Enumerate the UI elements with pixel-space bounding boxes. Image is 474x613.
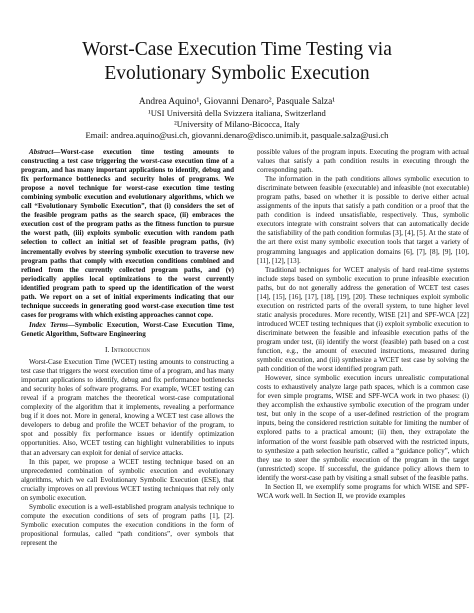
- left-column: [21, 148, 234, 548]
- section-heading-introduction: I. Introduction: [105, 344, 150, 354]
- index-terms-text: —Symbolic Execution, Worst-Case Execution Time, Genetic Algorithm, Software Engineering: [21, 320, 234, 338]
- paper-title: [20, 38, 454, 86]
- intro-paragraph-1: Worst-Case Execution Time (WCET) testing amounts to constructing a test case that triggers the worst execution time of a program, and has many important applications to identify, debug and fix performance bottlenecks and security holes of software programs. For example, WCET testing can reveal if a program matches the theoretical worst-case computational complexity of the algorithm that it implements, revealing a performance bug if it does not. More in general, knowing a WCET test case allows the developers to debug and profile the WCET behavior of the program, to spot and possibly fix performance issues or identify optimization opportunities. Also, WCET testing can highlight vulnerabilities to inputs that an adversary can exploit for denial of service attacks.: [21, 358, 234, 457]
- body-paragraph-path-conditions: The information in the path conditions allows symbolic execution to discriminate between feasible (executable) and infeasible (not executable) program paths, based on whether it is possible to derive either actual assignments of the inputs that satisfy a path condition or a proof that the path condition is indeed unsatisfiable, respectively. Thus, symbolic executors integrate with constraint solvers that can automatically decide the satisfiability of the path condition formulas [3], [4], [5]. At the state of the art there exist many symbolic execution tools that target a variety of programming languages and application domains [6], [7], [8], [9], [10], [11], [12], [13].: [257, 175, 469, 265]
- paper-title-line-2: Evolutionary Symbolic Execution: [104, 63, 370, 84]
- body-paragraph-traditional-techniques: Traditional techniques for WCET analysis of hard real-time systems include steps based on symbolic execution to prune infeasible execution paths, but do not generally address the generation of WCET test cases [14], [15], [16], [17], [18], [19], [20]. These techniques exploit symbolic execution on restricted parts of the overall system, to tune higher level static analysis procedures. More recently, WISE [21] and SPF-WCA [22] introduced WCET testing techniques that (i) exploit symbolic execution to discriminate between the feasible and infeasible execution paths of the program under test, (ii) identify the worst (feasible) path based on a cost function, e.g., the amount of executed instructions, measured during symbolic execution, and (iii) synthesize a WCET test case by solving the path condition of the worst identified program path.: [257, 265, 469, 374]
- body-paragraph-continued: possible values of the program inputs. Executing the program with actual values that satisfy a path condition results in executing through the corresponding path.: [257, 148, 469, 175]
- abstract-label: Abstract: [29, 148, 54, 156]
- affiliation-milano-bicocca: ²University of Milano-Bicocca, Italy: [174, 119, 300, 129]
- intro-paragraph-3: Symbolic execution is a well-established program analysis technique to compute the execution conditions of sets of program paths [1], [2]. Symbolic execution computes the execution conditions in the form of propositional formulas, called “path conditions”, over symbols that represent the: [21, 502, 234, 547]
- author-names: Andrea Aquino¹, Giovanni Denaro², Pasquale Salza¹: [138, 97, 336, 107]
- body-paragraph-section-outline: In Section II, we exemplify some programs for which WISE and SPF-WCA work well. In Section II, we provide examples: [257, 482, 469, 500]
- abstract-text: —Worst-case execution time testing amounts to constructing a test case triggering the worst-case execution time of a program, and has many important applications to identify, debug and fix performance bottlenecks and security holes of programs. We propose a novel technique for worst-case execution time testing combining symbolic execution and evolutionary algorithms, which we call “Evolutionary Symbolic Execution”, that (i) considers the set of the feasible program paths as the search space, (ii) embraces the execution cost of the program paths as the fitness function to pursue the worst path, (iii) exploits symbolic execution with random path selection to collect an initial set of feasible program paths, (iv) incrementally evolves by steering symbolic execution to traverse new program paths that comply with execution conditions combined and refined from the currently collected program paths, and (v) periodically applies local optimizations to the worst currently identified program path to speed up the identification of the worst path. We report on a set of initial experiments indicating that our technique succeeds in generating good worst-case execution time test cases for programs with which existing approaches cannot cope.: [21, 148, 234, 319]
- right-column: [257, 148, 469, 501]
- index-terms: [21, 321, 234, 339]
- paper-title-line-1: Worst-Case Execution Time Testing via: [82, 39, 392, 60]
- abstract: [21, 148, 234, 320]
- intro-paragraph-2: In this paper, we propose a WCET testing technique based on an unprecedented combination of symbolic execution and evolutionary algorithms, which we call Evolutionary Symbolic Execution (ESE), that crucially improves on all previous WCET testing techniques that rely only on symbolic execution.: [21, 457, 234, 502]
- affiliation-usi: ¹USI Università della Svizzera italiana, Switzerland: [148, 108, 326, 118]
- author-block: [20, 96, 454, 141]
- index-terms-label: Index Terms: [29, 320, 68, 329]
- body-paragraph-symbolic-costs: However, since symbolic execution incurs unrealistic computational costs to exhaustively analyze large path spaces, which is a common case for even simple programs, WISE and SPF-WCA work in two phases: (i) they accomplish the exhaustive symbolic execution of the program under test, but only in the scope of a user-defined restriction of the program inputs, being the considered restriction suitable for limiting the number of explored paths to a practical amount; (ii) then, they extrapolate the information of the worst feasible path observed with the restricted inputs, to synthesize a path selection heuristic, called a “guidance policy”, which they use to steer the symbolic execution of the program in the target (unrestricted) scope. If successful, the guidance policy allows them to identify the worst-case path by visiting a small subset of the feasible paths.: [257, 374, 469, 482]
- author-emails: Email: andrea.aquino@usi.ch, giovanni.denaro@disco.unimib.it, pasquale.salza@usi.ch: [85, 130, 389, 140]
